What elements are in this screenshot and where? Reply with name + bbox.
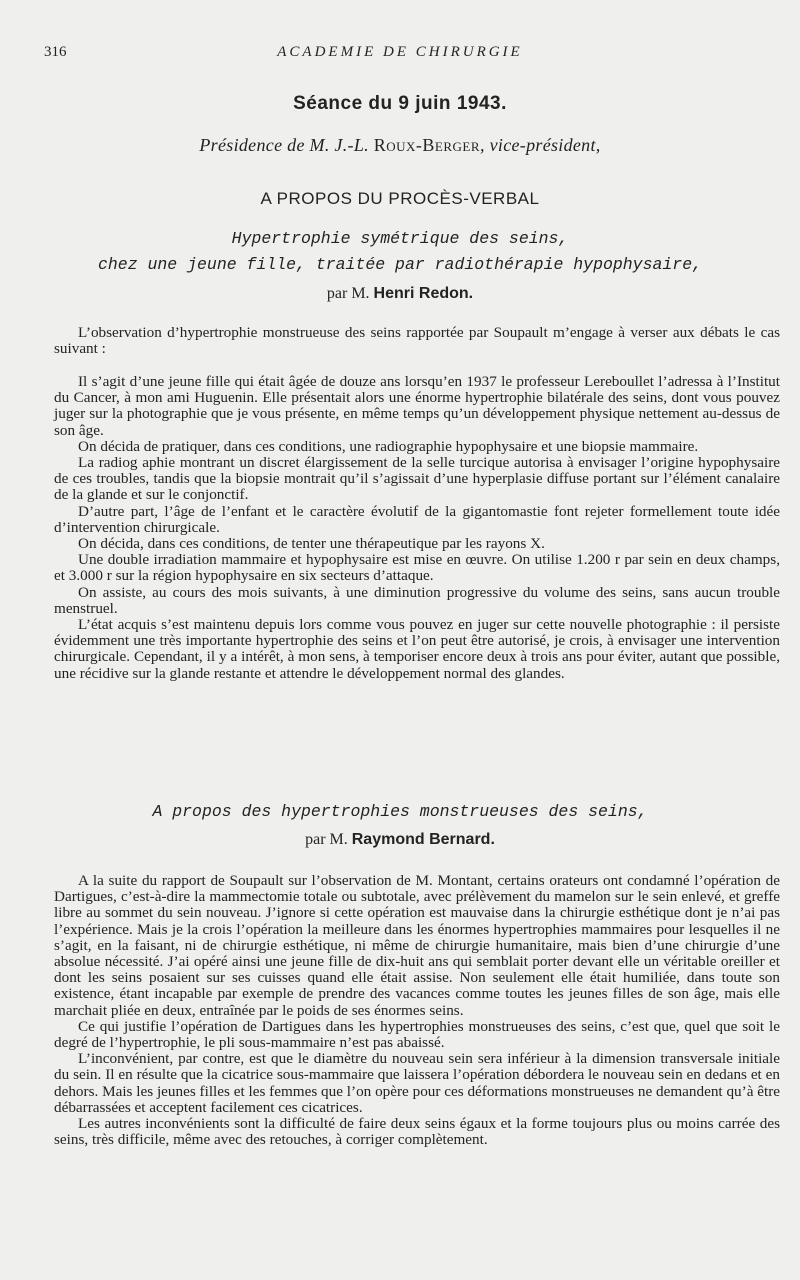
author-prefix: par M. [305, 831, 352, 848]
paragraph: Une double irradiation mammaire et hypophysaire est mise en œuvre. On utilise 1.200 r par sein en deux champs, et 3.000 r sur la région hypophysaire en six secteurs d’attaque. [54, 551, 780, 585]
article1-body [54, 374, 780, 682]
presidency-suffix: , vice-président, [480, 135, 601, 155]
paragraph: Ce qui justifie l’opération de Dartigues dans les hypertrophies monstrueuses des seins, c’est que, quel que soit le degré de l’hypertrophie, le pli sous-mammaire n’est pas abaissé. [54, 1017, 780, 1052]
paragraph: Les autres inconvénients sont la difficulté de faire deux seins égaux et la forme toujours plus ou moins carrée des seins, très difficile, même avec des retouches, à corriger complètement. [54, 1115, 780, 1149]
paragraph: La radiog aphie montrant un discret élargissement de la selle turcique autorisa à envisager l’origine hypophysaire de ces troubles, tandis que la biopsie montrait qu’il s’agissait d’une hyperplasie diffuse portant sur l’élément canalaire de la glande et sur le conjonctif. [54, 454, 780, 504]
running-head: ACADEMIE DE CHIRURGIE [277, 44, 523, 60]
paragraph: On assiste, au cours des mois suivants, à une diminution progressive du volume des seins, sans aucun trouble menstruel. [54, 583, 780, 617]
paragraph: A la suite du rapport de Soupault sur l’observation de M. Montant, certains orateurs ont condamné l’opération de Dartigues, c’est-à-dire la mammectomie totale ou subtotale, avec prélèvement du mamelon sur le sein enlevé, et greffe libre au sommet du sein nouveau. J’ignore si cette opération est mauvaise dans la chirurgie esthétique dont je n’ai pas l’expérience. Mais je la crois l’opération la meilleure dans les énormes hypertrophies mammaires pour lesquelles il ne s’agit, en la faisant, ni de chirurgie esthétique, ni même de chirurgie humanitaire, mais bien d’une chirurgie d’une absolue nécessité. J’ai opéré ainsi une jeune fille de dix-huit ans qui semblait porter devant elle un véritable oreiller et dont les seins posaient sur ses cuisses quand elle était assise. Non seulement elle était humiliée, dans toute son existence, étant incapable par exemple de prendre des vacances comme toutes les jeunes filles de son âge, mais elle marchait pliée en deux, entraînée par le poids de ses énormes seins. [54, 872, 780, 1019]
article1-intro [54, 325, 780, 357]
section-heading: A PROPOS DU PROCÈS-VERBAL [260, 189, 540, 208]
paragraph: L’inconvénient, par contre, est que le diamètre du nouveau sein sera inférieur à la dimension transversale initiale du sein. Il en résulte que la cicatrice sous-mammaire que laissera l’opération débordera le nouveau sein en dedans et en dehors. Mais les jeunes filles et les femmes que l’on opère pour ces déformations monstrueuses ne demandent qu’à être débarrassées et acceptent facilement ces cicatrices. [54, 1050, 780, 1116]
author-prefix: par M. [326, 285, 374, 302]
paragraph: Il s’agit d’une jeune fille qui était âgée de douze ans lorsqu’en 1937 le professeur Lereboullet l’adressa à l’Institut du Cancer, à mon ami Huguenin. Elle présentait alors une énorme hypertrophie bilatérale des seins, dont vous pouvez juger sur la photographie que je vous présente, en même temps qu’un développement physique nettement au-dessus de son âge. [54, 373, 780, 439]
paragraph: L’état acquis s’est maintenu depuis lors comme vous pouvez en juger sur cette nouvelle photographie : il persiste évidemment une très importante hypertrophie des seins et l’on peut être autorisé, je crois, à envisager une intervention chirurgicale. Cependant, il y a intérêt, à mon sens, à temporiser encore deux à trois ans pour éviter, autant que possible, une récidive sur la glande restante et attendre le développement normal des glandes. [54, 616, 780, 682]
article2-body [54, 873, 780, 1148]
paragraph: On décida, dans ces conditions, de tenter une thérapeutique par les rayons X. [78, 535, 545, 553]
article1-author [0, 285, 800, 303]
page-number: 316 [44, 44, 67, 60]
paragraph: D’autre part, l’âge de l’enfant et le caractère évolutif de la gigantomastie font rejeter formellement toute idée d’intervention chirurgicale. [54, 502, 780, 536]
author-name: Henri Redon. [373, 285, 474, 302]
paragraph: On décida de pratiquer, dans ces conditions, une radiographie hypophysaire et une biopsie mammaire. [78, 437, 699, 455]
article1-title-line1: Hypertrophie symétrique des seins, [231, 229, 569, 248]
article1-title-line2: chez une jeune fille, traitée par radiothérapie hypophysaire, [98, 255, 702, 274]
session-title: Séance du 9 juin 1943. [293, 93, 507, 114]
presidency-name: Roux-Berger [373, 135, 481, 155]
author-name: Raymond Bernard. [351, 831, 495, 848]
article2-title: A propos des hypertrophies monstrueuses des seins, [152, 802, 648, 821]
page-header [0, 44, 800, 68]
presidency-line [0, 135, 800, 156]
paragraph: L’observation d’hypertrophie monstrueuse des seins rapportée par Soupault m’engage à verser aux débats le cas suivant : [54, 324, 780, 358]
presidency-prefix: Présidence de M. J.-L. [199, 135, 374, 155]
article2-author [0, 831, 800, 849]
